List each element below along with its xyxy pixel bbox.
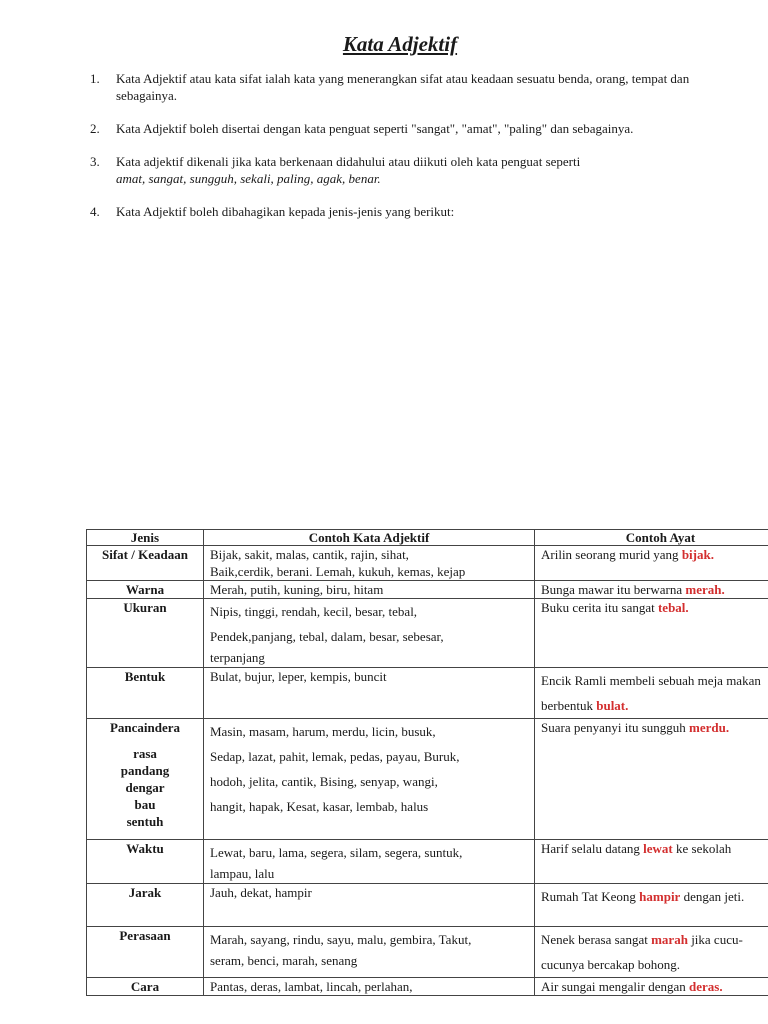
jenis-cell: Warna <box>87 581 204 599</box>
contoh-line: hodoh, jelita, cantik, Bising, senyap, wangi, <box>210 774 438 789</box>
list-number: 2. <box>90 121 100 136</box>
ayat-text: Suara penyanyi itu sungguh <box>541 720 690 735</box>
contoh-line: seram, benci, marah, senang <box>210 953 358 968</box>
table-row <box>87 581 768 599</box>
list-number: 3. <box>90 154 100 169</box>
table-row <box>87 668 768 719</box>
ayat-text: Nenek berasa sangat <box>541 932 652 947</box>
ayat-cell <box>535 840 768 884</box>
contoh-line: Jauh, dekat, hampir <box>210 885 312 900</box>
contoh-line: Bulat, bujur, leper, kempis, buncit <box>210 669 387 684</box>
list-text: Kata Adjektif boleh disertai dengan kata penguat seperti "sangat", "amat", "paling" dan sebagainya. <box>116 121 634 136</box>
list-item <box>90 153 700 187</box>
sense-item: sentuh <box>126 814 164 829</box>
contoh-line: hangit, hapak, Kesat, kasar, lembab, halus <box>210 799 429 814</box>
ayat-highlight: bulat. <box>596 698 629 713</box>
ayat-cell <box>535 668 768 719</box>
contoh-line: Pantas, deras, lambat, lincah, perlahan, <box>210 979 413 994</box>
ayat-highlight: tebal. <box>657 600 689 615</box>
contoh-line: Sedap, lazat, pahit, lemak, pedas, payau, Buruk, <box>210 749 460 764</box>
contoh-line: Bijak, sakit, malas, cantik, rajin, sihat, <box>210 547 409 562</box>
header-jenis: Jenis <box>87 530 204 546</box>
ayat-text: Bunga mawar itu berwarna <box>541 582 686 597</box>
contoh-line: Merah, putih, kuning, biru, hitam <box>210 582 384 597</box>
ayat-cell <box>535 546 768 581</box>
sense-item: dengar <box>125 780 165 795</box>
ayat-highlight: hampir <box>639 889 681 904</box>
sense-item: bau <box>134 797 156 812</box>
ayat-cell <box>535 581 768 599</box>
sense-item: rasa <box>133 746 157 761</box>
ayat-text: Arilin seorang murid yang <box>541 547 682 562</box>
sense-list <box>93 745 197 830</box>
table-row <box>87 719 768 840</box>
list-number: 4. <box>90 204 100 219</box>
table-row <box>87 840 768 884</box>
list-italic-words: amat, sangat, sungguh, sekali, paling, agak, benar. <box>116 171 381 186</box>
contoh-line: Pendek,panjang, tebal, dalam, besar, sebesar, <box>210 629 444 644</box>
contoh-line: terpanjang <box>210 650 265 665</box>
list-text: Kata Adjektif boleh dibahagikan kepada jenis-jenis yang berikut: <box>116 204 455 219</box>
ayat-text: Rumah Tat Keong <box>541 889 640 904</box>
jenis-label: Pancaindera <box>109 720 181 735</box>
ayat-cell <box>535 719 768 840</box>
jenis-cell: Sifat / Keadaan <box>87 546 204 581</box>
table-row <box>87 884 768 927</box>
list-item <box>90 203 700 220</box>
jenis-cell: Jarak <box>87 884 204 927</box>
jenis-cell <box>87 719 204 840</box>
list-text: Kata Adjektif atau kata sifat ialah kata yang menerangkan sifat atau keadaan sesuatu benda, orang, tempat dan sebagainya. <box>116 71 690 103</box>
ayat-highlight: marah <box>651 932 688 947</box>
jenis-cell: Bentuk <box>87 668 204 719</box>
jenis-cell: Waktu <box>87 840 204 884</box>
ayat-highlight: lewat <box>643 841 673 856</box>
table-row <box>87 599 768 668</box>
contoh-line: Baik,cerdik, berani. Lemah, kukuh, kemas, kejap <box>210 564 466 579</box>
ayat-text: Buku cerita itu sangat <box>541 600 658 615</box>
contoh-cell <box>204 840 535 884</box>
contoh-cell <box>204 599 535 668</box>
contoh-line: Lewat, baru, lama, segera, silam, segera, suntuk, <box>210 845 463 860</box>
adjective-table <box>86 529 768 996</box>
table-row <box>87 546 768 581</box>
header-ayat: Contoh Ayat <box>535 530 768 546</box>
ayat-highlight: deras. <box>689 979 723 994</box>
contoh-line: Masin, masam, harum, merdu, licin, busuk, <box>210 724 436 739</box>
list-text: Kata adjektif dikenali jika kata berkenaan didahului atau diikuti oleh kata penguat seperti <box>116 154 581 169</box>
list-item <box>90 70 700 104</box>
table-row <box>87 927 768 978</box>
list-item <box>90 120 700 137</box>
sense-item: pandang <box>120 763 170 778</box>
ayat-highlight: merdu. <box>689 720 730 735</box>
ayat-cell <box>535 978 768 996</box>
contoh-cell <box>204 668 535 719</box>
ayat-highlight: bijak. <box>681 547 714 562</box>
ayat-text: Air sungai mengalir dengan <box>541 979 690 994</box>
ayat-cell <box>535 884 768 927</box>
ayat-text: dengan jeti. <box>680 889 745 904</box>
ayat-cell <box>535 927 768 978</box>
ayat-highlight: merah. <box>685 582 725 597</box>
contoh-cell <box>204 581 535 599</box>
table-header-row <box>87 530 768 546</box>
ayat-text: Encik Ramli membeli sebuah meja makan berbentuk <box>541 673 761 713</box>
table-row <box>87 978 768 996</box>
jenis-cell: Perasaan <box>87 927 204 978</box>
intro-list <box>90 70 700 236</box>
jenis-cell: Cara <box>87 978 204 996</box>
contoh-line: lampau, lalu <box>210 866 275 881</box>
header-contoh: Contoh Kata Adjektif <box>204 530 535 546</box>
ayat-text: ke sekolah <box>672 841 732 856</box>
page-title: Kata Adjektif <box>342 32 458 56</box>
contoh-line: Nipis, tinggi, rendah, kecil, besar, tebal, <box>210 604 418 619</box>
ayat-cell <box>535 599 768 668</box>
contoh-cell <box>204 884 535 927</box>
ayat-text: Harif selalu datang <box>541 841 644 856</box>
contoh-cell <box>204 927 535 978</box>
contoh-cell <box>204 719 535 840</box>
jenis-cell: Ukuran <box>87 599 204 668</box>
contoh-line: Marah, sayang, rindu, sayu, malu, gembira, Takut, <box>210 932 472 947</box>
contoh-cell <box>204 978 535 996</box>
ayat-text: jika cucu-cucunya bercakap bohong. <box>541 932 743 972</box>
list-number: 1. <box>90 71 100 86</box>
contoh-cell <box>204 546 535 581</box>
